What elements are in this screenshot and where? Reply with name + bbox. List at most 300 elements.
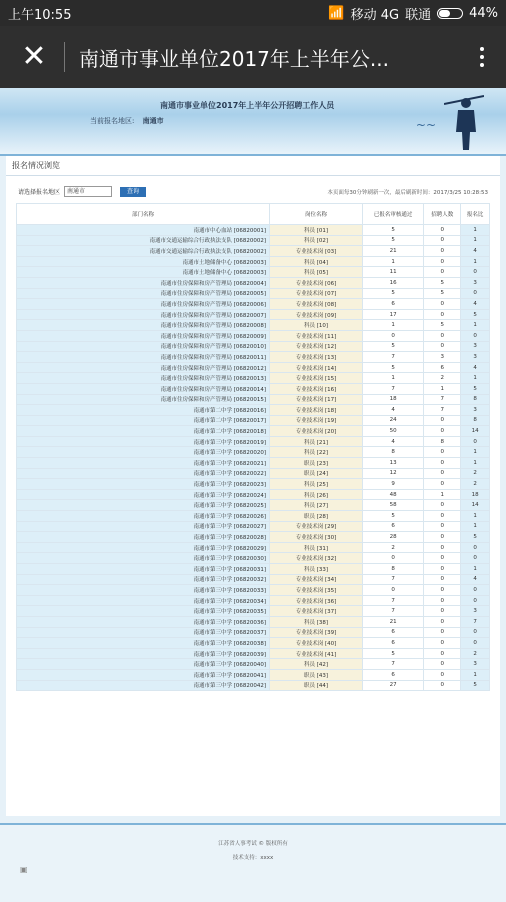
approved-cell: 0 xyxy=(363,585,424,596)
dept-cell: 南通市住房保障和房产管理局 [06820009] xyxy=(17,330,270,341)
dept-cell: 南通市第二中学 [06820016] xyxy=(17,405,270,416)
table-row xyxy=(17,574,490,585)
ratio-cell: 1 xyxy=(461,669,490,680)
close-icon[interactable]: ✕ xyxy=(21,39,47,74)
position-cell: 专业技术岗 [08] xyxy=(270,299,363,310)
position-cell: 专业技术岗 [40] xyxy=(270,638,363,649)
ratio-cell: 1 xyxy=(461,320,490,331)
approved-cell: 48 xyxy=(363,489,424,500)
table-row xyxy=(17,648,490,659)
ratio-cell: 3 xyxy=(461,352,490,363)
table-row xyxy=(17,383,490,394)
table-row xyxy=(17,606,490,617)
dept-cell: 南通市第三中学 [06820036] xyxy=(17,616,270,627)
count-cell: 2 xyxy=(424,373,461,384)
approved-cell: 1 xyxy=(363,256,424,267)
table-row xyxy=(17,458,490,469)
table-row xyxy=(17,394,490,405)
dept-cell: 南通市中心血站 [06820001] xyxy=(17,225,270,236)
carrier-1: 移动 4G xyxy=(350,7,400,23)
status-bar xyxy=(0,0,506,26)
count-cell: 6 xyxy=(424,362,461,373)
count-cell: 8 xyxy=(424,436,461,447)
count-cell: 5 xyxy=(424,277,461,288)
dept-cell: 南通市住房保障和房产管理局 [06820013] xyxy=(17,373,270,384)
dept-cell: 南通市交通运输综合行政执法支队 [06820002] xyxy=(17,246,270,257)
position-cell: 科员 [31] xyxy=(270,542,363,553)
table-row xyxy=(17,246,490,257)
position-cell: 专业技术岗 [14] xyxy=(270,362,363,373)
count-cell: 0 xyxy=(424,532,461,543)
dept-cell: 南通市第三中学 [06820032] xyxy=(17,574,270,585)
refresh-note: 本页面每30分钟刷新一次，最后刷新时间：2017/3/25 10:28:53 xyxy=(327,189,488,196)
ratio-cell: 0 xyxy=(461,330,490,341)
table-row xyxy=(17,299,490,310)
dept-cell: 南通市第三中学 [06820040] xyxy=(17,659,270,670)
dept-cell: 南通市第二中学 [06820018] xyxy=(17,426,270,437)
position-cell: 专业技术岗 [03] xyxy=(270,246,363,257)
approved-cell: 16 xyxy=(363,277,424,288)
dept-cell: 南通市第三中学 [06820035] xyxy=(17,606,270,617)
count-cell: 0 xyxy=(424,511,461,522)
table-row xyxy=(17,235,490,246)
stats-icon: ▣ xyxy=(20,865,28,874)
position-cell: 科员 [33] xyxy=(270,564,363,575)
position-cell: 科员 [01] xyxy=(270,225,363,236)
ratio-cell: 0 xyxy=(461,288,490,299)
dept-cell: 南通市第三中学 [06820028] xyxy=(17,532,270,543)
position-cell: 专业技术岗 [35] xyxy=(270,585,363,596)
ratio-cell: 1 xyxy=(461,511,490,522)
count-cell: 0 xyxy=(424,669,461,680)
ratio-cell: 0 xyxy=(461,638,490,649)
position-cell: 专业技术岗 [30] xyxy=(270,532,363,543)
position-cell: 专业技术岗 [32] xyxy=(270,553,363,564)
dept-cell: 南通市第三中学 [06820020] xyxy=(17,447,270,458)
count-cell: 0 xyxy=(424,638,461,649)
ratio-cell: 1 xyxy=(461,373,490,384)
table-row xyxy=(17,521,490,532)
dept-cell: 南通市第三中学 [06820038] xyxy=(17,638,270,649)
table-row xyxy=(17,553,490,564)
signature-logo: ~~ xyxy=(415,118,436,132)
ratio-cell: 4 xyxy=(461,246,490,257)
approved-cell: 27 xyxy=(363,680,424,691)
count-cell: 0 xyxy=(424,627,461,638)
table-row xyxy=(17,585,490,596)
table-row xyxy=(17,638,490,649)
approved-cell: 11 xyxy=(363,267,424,278)
position-cell: 科员 [26] xyxy=(270,489,363,500)
position-cell: 专业技术岗 [15] xyxy=(270,373,363,384)
count-cell: 0 xyxy=(424,426,461,437)
ratio-cell: 1 xyxy=(461,256,490,267)
table-row xyxy=(17,595,490,606)
dept-cell: 南通市住房保障和房产管理局 [06820011] xyxy=(17,352,270,363)
clock: 上午10:55 xyxy=(8,7,72,23)
table-row xyxy=(17,500,490,511)
table-row xyxy=(17,426,490,437)
position-cell: 专业技术岗 [39] xyxy=(270,627,363,638)
ratio-cell: 2 xyxy=(461,479,490,490)
ratio-cell: 4 xyxy=(461,574,490,585)
registration-table xyxy=(16,203,490,691)
battery-icon xyxy=(437,8,463,19)
ratio-cell: 3 xyxy=(461,606,490,617)
position-cell: 专业技术岗 [13] xyxy=(270,352,363,363)
position-cell: 专业技术岗 [12] xyxy=(270,341,363,352)
count-cell: 7 xyxy=(424,394,461,405)
position-cell: 职员 [28] xyxy=(270,511,363,522)
table-row xyxy=(17,479,490,490)
ratio-cell: 1 xyxy=(461,458,490,469)
dept-cell: 南通市住房保障和房产管理局 [06820007] xyxy=(17,309,270,320)
table-row xyxy=(17,468,490,479)
dept-cell: 南通市土地储备中心 [06820003] xyxy=(17,256,270,267)
dept-cell: 南通市交通运输综合行政执法支队 [06820002] xyxy=(17,235,270,246)
count-cell: 0 xyxy=(424,458,461,469)
ratio-cell: 0 xyxy=(461,267,490,278)
person-silhouette-icon xyxy=(444,94,484,152)
ratio-cell: 0 xyxy=(461,595,490,606)
position-cell: 专业技术岗 [36] xyxy=(270,595,363,606)
position-cell: 职员 [43] xyxy=(270,669,363,680)
table-row xyxy=(17,405,490,416)
dept-cell: 南通市第二中学 [06820017] xyxy=(17,415,270,426)
approved-cell: 50 xyxy=(363,426,424,437)
area-select[interactable]: 南通市 xyxy=(64,186,112,197)
approved-cell: 9 xyxy=(363,479,424,490)
table-row xyxy=(17,436,490,447)
count-cell: 0 xyxy=(424,542,461,553)
table-row xyxy=(17,225,490,236)
dept-cell: 南通市土地储备中心 [06820003] xyxy=(17,267,270,278)
count-cell: 0 xyxy=(424,235,461,246)
ratio-cell: 14 xyxy=(461,426,490,437)
count-cell: 0 xyxy=(424,267,461,278)
approved-cell: 1 xyxy=(363,373,424,384)
table-row xyxy=(17,352,490,363)
dept-cell: 南通市住房保障和房产管理局 [06820004] xyxy=(17,277,270,288)
count-cell: 3 xyxy=(424,352,461,363)
ratio-cell: 1 xyxy=(461,447,490,458)
count-cell: 0 xyxy=(424,585,461,596)
approved-cell: 28 xyxy=(363,532,424,543)
status-icons xyxy=(328,4,498,23)
approved-cell: 5 xyxy=(363,511,424,522)
ratio-cell: 3 xyxy=(461,659,490,670)
position-cell: 职员 [23] xyxy=(270,458,363,469)
dept-cell: 南通市第三中学 [06820042] xyxy=(17,680,270,691)
area-value: 南通市 xyxy=(142,117,164,125)
ratio-cell: 0 xyxy=(461,627,490,638)
count-cell: 7 xyxy=(424,405,461,416)
position-cell: 专业技术岗 [16] xyxy=(270,383,363,394)
ratio-cell: 5 xyxy=(461,532,490,543)
ratio-cell: 8 xyxy=(461,415,490,426)
count-cell: 0 xyxy=(424,309,461,320)
count-cell: 0 xyxy=(424,500,461,511)
dept-cell: 南通市第三中学 [06820024] xyxy=(17,489,270,500)
approved-cell: 24 xyxy=(363,415,424,426)
count-cell: 0 xyxy=(424,341,461,352)
ratio-cell: 14 xyxy=(461,500,490,511)
count-cell: 0 xyxy=(424,415,461,426)
table-row xyxy=(17,659,490,670)
ratio-cell: 1 xyxy=(461,235,490,246)
position-cell: 专业技术岗 [07] xyxy=(270,288,363,299)
dept-cell: 南通市住房保障和房产管理局 [06820014] xyxy=(17,383,270,394)
position-cell: 科员 [21] xyxy=(270,436,363,447)
ratio-cell: 0 xyxy=(461,436,490,447)
approved-cell: 5 xyxy=(363,288,424,299)
approved-cell: 7 xyxy=(363,352,424,363)
approved-cell: 7 xyxy=(363,659,424,670)
table-row xyxy=(17,627,490,638)
table-row xyxy=(17,309,490,320)
ratio-cell: 3 xyxy=(461,277,490,288)
filter-bar xyxy=(6,176,500,203)
approved-cell: 1 xyxy=(363,320,424,331)
position-cell: 专业技术岗 [09] xyxy=(270,309,363,320)
dept-cell: 南通市第三中学 [06820025] xyxy=(17,500,270,511)
dept-cell: 南通市第三中学 [06820029] xyxy=(17,542,270,553)
approved-cell: 5 xyxy=(363,362,424,373)
position-cell: 专业技术岗 [20] xyxy=(270,426,363,437)
table-row xyxy=(17,415,490,426)
approved-cell: 17 xyxy=(363,309,424,320)
dept-cell: 南通市第三中学 [06820023] xyxy=(17,479,270,490)
battery-level: 44% xyxy=(469,5,498,21)
web-page xyxy=(0,88,506,900)
divider xyxy=(64,42,65,72)
approved-cell: 21 xyxy=(363,246,424,257)
position-cell: 科员 [42] xyxy=(270,659,363,670)
count-cell: 0 xyxy=(424,299,461,310)
approved-cell: 5 xyxy=(363,225,424,236)
table-row xyxy=(17,320,490,331)
ratio-cell: 1 xyxy=(461,225,490,236)
table-row xyxy=(17,341,490,352)
ratio-cell: 5 xyxy=(461,680,490,691)
approved-cell: 21 xyxy=(363,616,424,627)
dept-cell: 南通市第三中学 [06820037] xyxy=(17,627,270,638)
approved-cell: 12 xyxy=(363,468,424,479)
table-row xyxy=(17,277,490,288)
dept-cell: 南通市住房保障和房产管理局 [06820010] xyxy=(17,341,270,352)
ratio-cell: 1 xyxy=(461,564,490,575)
page-title: 南通市事业单位2017年上半年公... xyxy=(79,46,389,71)
table-row xyxy=(17,680,490,691)
browser-titlebar xyxy=(0,26,506,88)
dept-cell: 南通市第三中学 [06820019] xyxy=(17,436,270,447)
approved-cell: 2 xyxy=(363,542,424,553)
table-row xyxy=(17,669,490,680)
dept-cell: 南通市第三中学 [06820039] xyxy=(17,648,270,659)
position-cell: 专业技术岗 [37] xyxy=(270,606,363,617)
carrier-2: 联通 xyxy=(405,7,432,23)
approved-cell: 5 xyxy=(363,648,424,659)
area-label: 当前报名地区: xyxy=(90,117,135,125)
position-cell: 科员 [04] xyxy=(270,256,363,267)
col-dept: 部门名称 xyxy=(17,204,270,225)
count-cell: 0 xyxy=(424,595,461,606)
dept-cell: 南通市住房保障和房产管理局 [06820005] xyxy=(17,288,270,299)
count-cell: 1 xyxy=(424,383,461,394)
approved-cell: 13 xyxy=(363,458,424,469)
dept-cell: 南通市第三中学 [06820027] xyxy=(17,521,270,532)
approved-cell: 5 xyxy=(363,235,424,246)
more-menu-icon[interactable] xyxy=(472,47,492,67)
query-button[interactable]: 查询 xyxy=(120,187,146,197)
position-cell: 专业技术岗 [18] xyxy=(270,405,363,416)
footer-support: 技术支持：xxxx xyxy=(232,855,274,861)
dept-cell: 南通市住房保障和房产管理局 [06820006] xyxy=(17,299,270,310)
table-body xyxy=(17,225,490,691)
count-cell: 5 xyxy=(424,288,461,299)
position-cell: 专业技术岗 [34] xyxy=(270,574,363,585)
table-row xyxy=(17,256,490,267)
approved-cell: 0 xyxy=(363,553,424,564)
approved-cell: 6 xyxy=(363,638,424,649)
count-cell: 0 xyxy=(424,659,461,670)
count-cell: 0 xyxy=(424,225,461,236)
table-row xyxy=(17,267,490,278)
position-cell: 科员 [22] xyxy=(270,447,363,458)
table-row xyxy=(17,362,490,373)
position-cell: 科员 [10] xyxy=(270,320,363,331)
section-title: 报名情况浏览 xyxy=(6,156,500,176)
dept-cell: 南通市第三中学 [06820026] xyxy=(17,511,270,522)
count-cell: 0 xyxy=(424,680,461,691)
dept-cell: 南通市第三中学 [06820022] xyxy=(17,468,270,479)
table-row xyxy=(17,489,490,500)
ratio-cell: 5 xyxy=(461,383,490,394)
table-row xyxy=(17,288,490,299)
ratio-cell: 4 xyxy=(461,362,490,373)
position-cell: 专业技术岗 [41] xyxy=(270,648,363,659)
col-count: 招聘人数 xyxy=(424,204,461,225)
banner-title: 南通市事业单位2017年上半年公开招聘工作人员 xyxy=(160,101,335,110)
table-row xyxy=(17,511,490,522)
count-cell: 0 xyxy=(424,606,461,617)
main-content xyxy=(6,156,500,816)
ratio-cell: 0 xyxy=(461,553,490,564)
approved-cell: 5 xyxy=(363,341,424,352)
position-cell: 专业技术岗 [11] xyxy=(270,330,363,341)
position-cell: 科员 [38] xyxy=(270,616,363,627)
table-header-row xyxy=(17,204,490,225)
position-cell: 专业技术岗 [06] xyxy=(270,277,363,288)
count-cell: 0 xyxy=(424,564,461,575)
ratio-cell: 5 xyxy=(461,309,490,320)
header-banner xyxy=(0,88,506,156)
approved-cell: 7 xyxy=(363,595,424,606)
ratio-cell: 0 xyxy=(461,542,490,553)
dept-cell: 南通市第三中学 [06820031] xyxy=(17,564,270,575)
count-cell: 0 xyxy=(424,246,461,257)
count-cell: 0 xyxy=(424,574,461,585)
dept-cell: 南通市住房保障和房产管理局 [06820012] xyxy=(17,362,270,373)
count-cell: 0 xyxy=(424,330,461,341)
approved-cell: 4 xyxy=(363,436,424,447)
dept-cell: 南通市第三中学 [06820034] xyxy=(17,595,270,606)
position-cell: 科员 [27] xyxy=(270,500,363,511)
count-cell: 0 xyxy=(424,616,461,627)
dept-cell: 南通市住房保障和房产管理局 [06820015] xyxy=(17,394,270,405)
count-cell: 0 xyxy=(424,256,461,267)
ratio-cell: 2 xyxy=(461,648,490,659)
ratio-cell: 2 xyxy=(461,468,490,479)
col-approved: 已报名审核通过 xyxy=(363,204,424,225)
dept-cell: 南通市第三中学 [06820041] xyxy=(17,669,270,680)
count-cell: 1 xyxy=(424,489,461,500)
count-cell: 0 xyxy=(424,521,461,532)
approved-cell: 7 xyxy=(363,383,424,394)
col-ratio: 报名比 xyxy=(461,204,490,225)
count-cell: 0 xyxy=(424,479,461,490)
dept-cell: 南通市第三中学 [06820021] xyxy=(17,458,270,469)
position-cell: 科员 [05] xyxy=(270,267,363,278)
current-area xyxy=(90,116,164,126)
approved-cell: 6 xyxy=(363,521,424,532)
table-row xyxy=(17,330,490,341)
position-cell: 职员 [44] xyxy=(270,680,363,691)
wifi-icon: 📶 xyxy=(328,5,345,21)
ratio-cell: 8 xyxy=(461,394,490,405)
table-row xyxy=(17,447,490,458)
footer-copyright: 江苏省人事考试 © 版权所有 xyxy=(218,841,288,847)
position-cell: 科员 [25] xyxy=(270,479,363,490)
count-cell: 0 xyxy=(424,447,461,458)
table-row xyxy=(17,542,490,553)
approved-cell: 0 xyxy=(363,330,424,341)
table-row xyxy=(17,616,490,627)
count-cell: 0 xyxy=(424,648,461,659)
count-cell: 5 xyxy=(424,320,461,331)
table-row xyxy=(17,373,490,384)
ratio-cell: 7 xyxy=(461,616,490,627)
ratio-cell: 3 xyxy=(461,405,490,416)
table-row xyxy=(17,564,490,575)
approved-cell: 18 xyxy=(363,394,424,405)
approved-cell: 6 xyxy=(363,627,424,638)
approved-cell: 4 xyxy=(363,405,424,416)
filter-label: 请选择报名地区 xyxy=(18,189,61,196)
approved-cell: 8 xyxy=(363,564,424,575)
table-row xyxy=(17,532,490,543)
count-cell: 0 xyxy=(424,553,461,564)
approved-cell: 6 xyxy=(363,669,424,680)
position-cell: 科员 [02] xyxy=(270,235,363,246)
approved-cell: 7 xyxy=(363,606,424,617)
ratio-cell: 3 xyxy=(461,341,490,352)
approved-cell: 8 xyxy=(363,447,424,458)
dept-cell: 南通市第三中学 [06820033] xyxy=(17,585,270,596)
count-cell: 0 xyxy=(424,468,461,479)
ratio-cell: 4 xyxy=(461,299,490,310)
dept-cell: 南通市第三中学 [06820030] xyxy=(17,553,270,564)
position-cell: 专业技术岗 [19] xyxy=(270,415,363,426)
approved-cell: 6 xyxy=(363,299,424,310)
approved-cell: 58 xyxy=(363,500,424,511)
ratio-cell: 0 xyxy=(461,585,490,596)
col-position: 岗位名称 xyxy=(270,204,363,225)
page-footer xyxy=(0,823,506,902)
position-cell: 专业技术岗 [17] xyxy=(270,394,363,405)
position-cell: 专业技术岗 [29] xyxy=(270,521,363,532)
approved-cell: 7 xyxy=(363,574,424,585)
